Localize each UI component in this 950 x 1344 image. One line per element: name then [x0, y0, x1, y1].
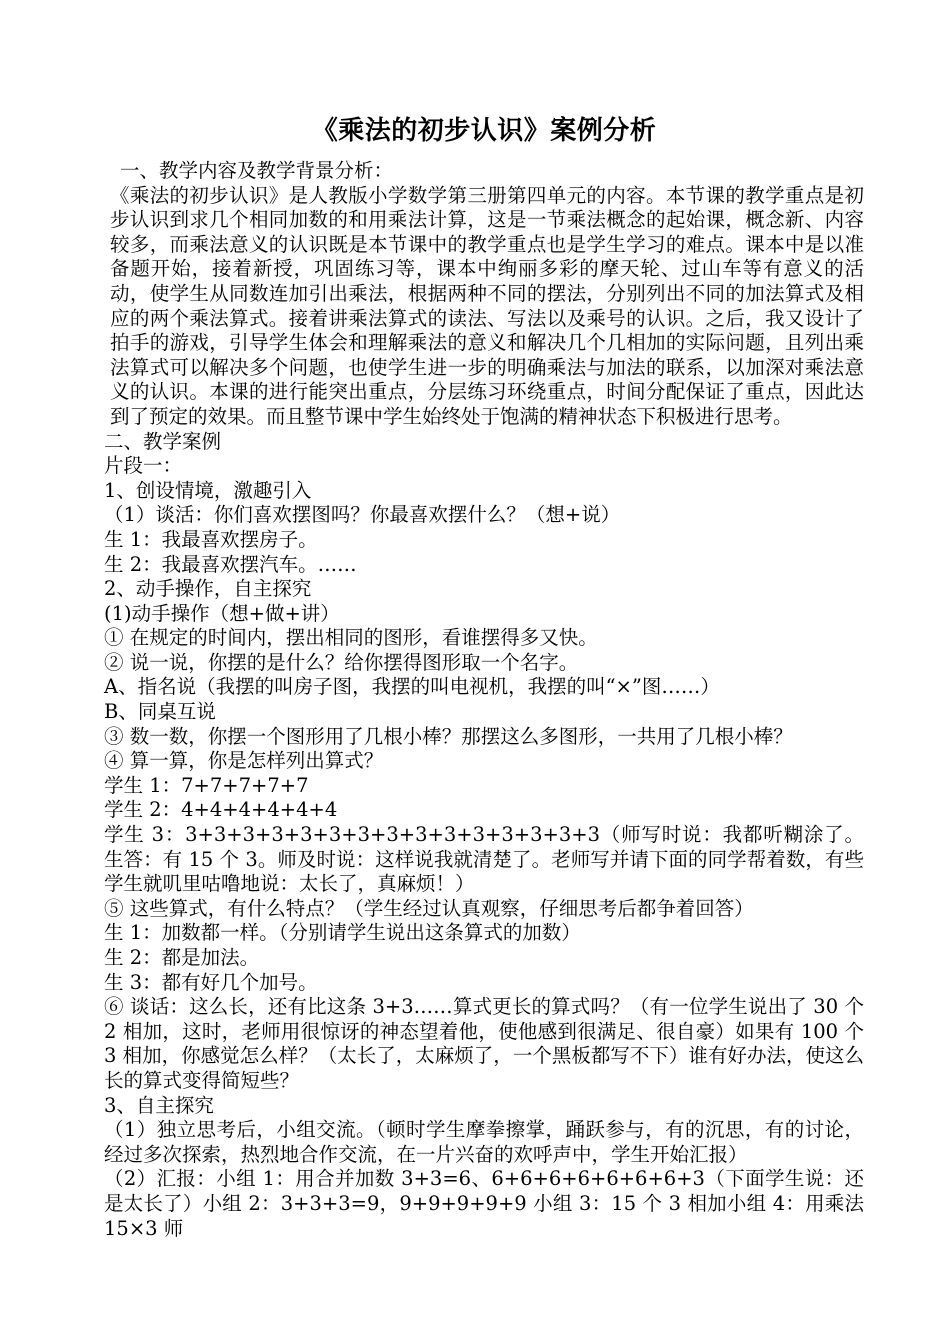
body-line: ③ 数一数，你摆一个图形用了几根小棒？那摆这么多图形，一共用了几根小棒？ — [104, 724, 793, 748]
body-line: 学生 1：7+7+7+7+7 — [104, 773, 309, 797]
body-line: 生 2：我最喜欢摆汽车。…… — [104, 552, 357, 576]
step-heading: 1、创设情境，激趣引入 — [104, 478, 312, 502]
body-paragraph: （1）独立思考后，小组交流。（顿时学生摩拳擦掌，踊跃参与，有的沉思，有的讨论，经过多次探索，热烈地合作交流，在一片兴奋的欢呼声中，学生开始汇报） — [104, 1118, 864, 1166]
body-line: 生 1：我最喜欢摆房子。 — [104, 527, 318, 551]
body-line: A、指名说（我摆的叫房子图，我摆的叫电视机，我摆的叫“×”图……） — [104, 675, 720, 699]
body-line: 学生 2：4+4+4+4+4+4 — [104, 798, 338, 822]
body-line: ① 在规定的时间内，摆出相同的图形，看谁摆得多又快。 — [104, 626, 598, 650]
document-title: 《乘法的初步认识》案例分析 — [311, 116, 657, 146]
body-line: B、同桌互说 — [104, 700, 216, 724]
step-heading: 3、自主探究 — [104, 1093, 214, 1117]
body-line: 生 2：都是加法。 — [104, 946, 260, 969]
body-line: 生 3：都有好几个加号。 — [104, 970, 318, 994]
body-line: ② 说一说，你摆的是什么？给你摆得图形取一个名字。 — [104, 650, 579, 674]
body-line: （1）谈活：你们喜欢摆图吗？你最喜欢摆什么？（想+说） — [104, 503, 621, 527]
step-heading: 2、动手操作，自主探究 — [104, 577, 312, 601]
segment-heading: 片段一： — [104, 454, 183, 478]
body-paragraph: 学生 3：3+3+3+3+3+3+3+3+3+3+3+3+3+3+3（师写时说：我都听糊涂了。生答：有 15 个 3。师及时说：这样说我就清楚了。老师写并请下面的同学帮着数，有些学生就叽里咕噜地说：太长了，真麻烦！） — [104, 823, 864, 896]
body-line: 生 1：加数都一样。（分别请学生说出这条算式的加数） — [104, 921, 581, 945]
body-line: ④ 算一算，你是怎样列出算式？ — [104, 749, 384, 773]
body-line: ⑤ 这些算式，有什么特点？（学生经过认真观察，仔细思考后都争着回答） — [104, 896, 754, 920]
body-paragraph: ⑥ 谈话：这么长，还有比这条 3+3……算式更长的算式吗？（有一位学生说出了 30 个 2 相加，这时，老师用很惊讶的神态望着他，使他感到很满足、很自豪）如果有 100 个 3 相加，你感觉怎么样？（太长了，太麻烦了，一个黑板都写不下）谁有好办法，使这么长的算式变得简短些？ — [104, 995, 864, 1092]
document-body — [104, 159, 864, 1241]
body-paragraph: 《乘法的初步认识》是人教版小学数学第三册第四单元的内容。本节课的教学重点是初步认识到求几个相同加数的和用乘法计算，这是一节乘法概念的起始课，概念新、内容较多，而乘法意义的认识既是本节课中的教学重点也是学生学习的难点。课本中是以准备题开始，接着新授，巩固练习等，课本中绚丽多彩的摩天轮、过山车等有意义的活动，使学生从同数连加引出乘法，根据两种不同的摆法，分别列出不同的加法算式及相应的两个乘法算式。接着讲乘法算式的读法、写法以及乘号的认识。之后，我又设计了拍手的游戏，引导学生体会和理解乘法的意义和解决几个几相加的实际问题，且列出乘法算式可以解决多个问题，也使学生进一步的明确乘法与加法的联系，以加深对乘法意义的认识。本课的进行能突出重点，分层练习环绕重点，时间分配保证了重点，因此达到了预定的效果。而且整节课中学生始终处于饱满的精神状态下积极进行思考。 — [110, 183, 864, 428]
section-heading: 一、教学内容及教学背景分析： — [120, 159, 394, 182]
body-paragraph: （2）汇报：小组 1：用合并加数 3+3=6、6+6+6+6+6+6+6+3（下面学生说：还是太长了）小组 2：3+3+3=9，9+9+9+9+9 小组 3：15 个 3 相加小组 4：用乘法 15×3 师 — [104, 1167, 864, 1240]
body-line: (1)动手操作（想+做+讲） — [104, 601, 340, 625]
section-heading: 二、教学案例 — [104, 429, 222, 453]
